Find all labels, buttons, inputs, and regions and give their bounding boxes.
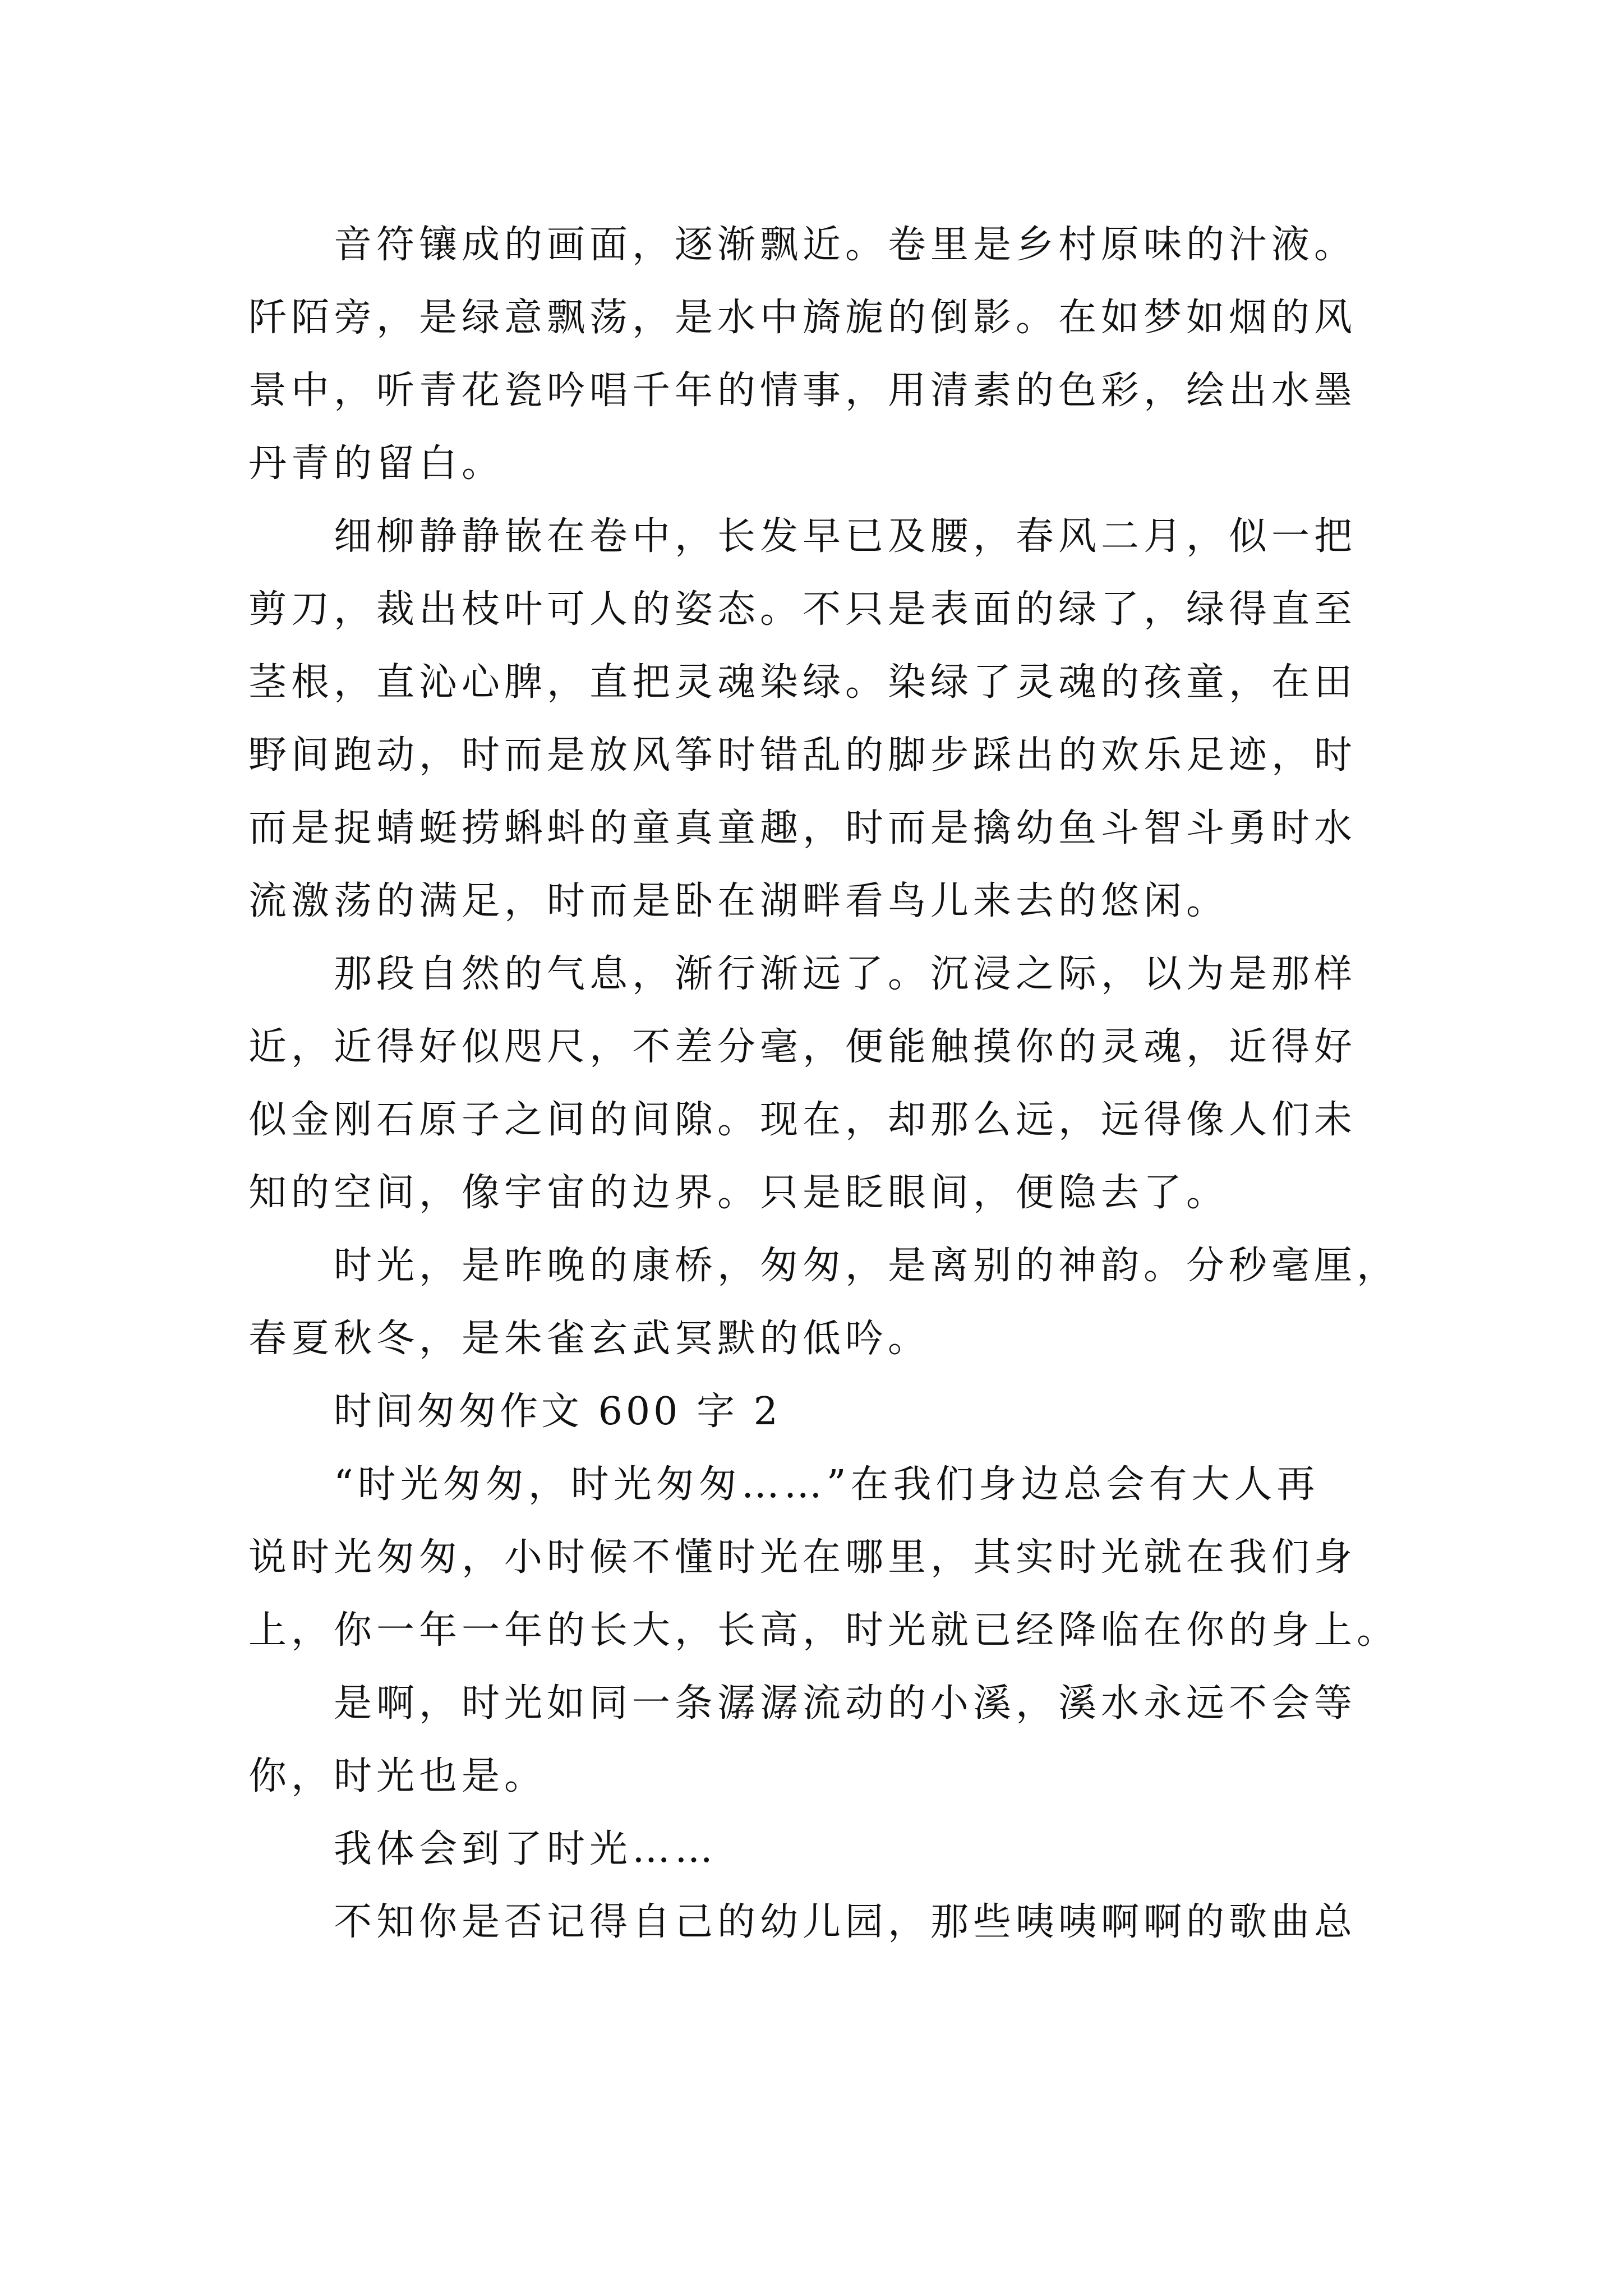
paragraph-1-line-4: 丹青的留白。	[248, 441, 505, 486]
paragraph-5-line-1: “时光匆匆，时光匆匆……”在我们身边总会有大人再	[334, 1462, 1320, 1507]
paragraph-1-line-1: 音符镶成的画面，逐渐飘近。卷里是乡村原味的汁液。	[334, 223, 1357, 267]
paragraph-8-line-1: 不知你是否记得自己的幼儿园，那些咦咦啊啊的歌曲总	[334, 1900, 1357, 1944]
paragraph-1-line-3: 景中，听青花瓷吟唱千年的情事，用清素的色彩，绘出水墨	[248, 369, 1357, 413]
paragraph-2-line-5: 而是捉蜻蜓捞蝌蚪的童真童趣，时而是擒幼鱼斗智斗勇时水	[248, 806, 1357, 850]
paragraph-6-line-1: 是啊，时光如同一条潺潺流动的小溪，溪水永远不会等	[334, 1681, 1357, 1726]
paragraph-7-line-1: 我体会到了时光……	[334, 1827, 718, 1871]
paragraph-2-line-6: 流激荡的满足，时而是卧在湖畔看鸟儿来去的悠闲。	[248, 879, 1229, 923]
paragraph-5-line-2: 说时光匆匆，小时候不懂时光在哪里，其实时光就在我们身	[248, 1535, 1357, 1580]
paragraph-1-line-2: 阡陌旁，是绿意飘荡，是水中旖旎的倒影。在如梦如烟的风	[248, 296, 1357, 340]
essay-body	[248, 209, 1404, 1959]
section-heading: 时间匆匆作文 600 字 2	[334, 1389, 781, 1434]
paragraph-4-line-1: 时光，是昨晚的康桥，匆匆，是离别的神韵。分秒毫厘，	[334, 1244, 1400, 1288]
paragraph-4-line-2: 春夏秋冬，是朱雀玄武冥默的低吟。	[248, 1317, 931, 1361]
paragraph-6-line-2: 你，时光也是。	[248, 1754, 547, 1798]
paragraph-2-line-2: 剪刀，裁出枝叶可人的姿态。不只是表面的绿了，绿得直至	[248, 587, 1357, 632]
paragraph-2-line-4: 野间跑动，时而是放风筝时错乱的脚步踩出的欢乐足迹，时	[248, 733, 1357, 777]
paragraph-3-line-2: 近，近得好似咫尺，不差分毫，便能触摸你的灵魂，近得好	[248, 1025, 1357, 1069]
paragraph-2-line-1: 细柳静静嵌在卷中，长发早已及腰，春风二月，似一把	[334, 514, 1357, 559]
paragraph-3-line-3: 似金刚石原子之间的间隙。现在，却那么远，远得像人们未	[248, 1098, 1357, 1142]
paragraph-2-line-3: 茎根，直沁心脾，直把灵魂染绿。染绿了灵魂的孩童，在田	[248, 660, 1357, 705]
paragraph-3-line-4: 知的空间，像宇宙的边界。只是眨眼间，便隐去了。	[248, 1171, 1229, 1215]
paragraph-3-line-1: 那段自然的气息，渐行渐远了。沉浸之际，以为是那样	[334, 952, 1357, 996]
paragraph-5-line-3: 上，你一年一年的长大，长高，时光就已经降临在你的身上。	[248, 1608, 1400, 1653]
